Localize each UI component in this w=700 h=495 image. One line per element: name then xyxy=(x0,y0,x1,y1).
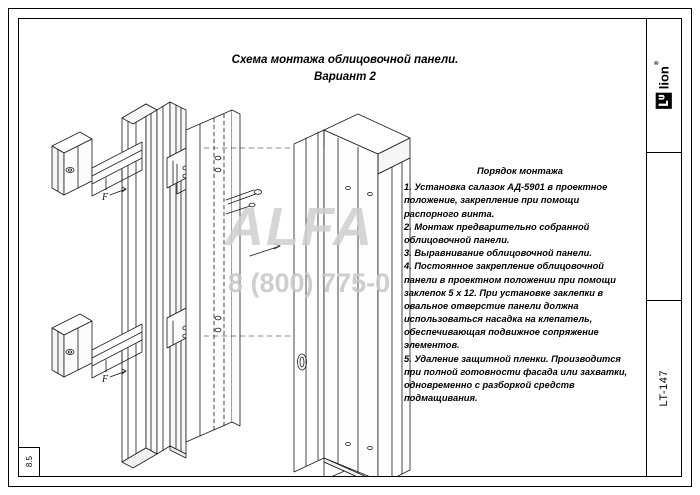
page-title-line2: Вариант 2 xyxy=(314,70,376,83)
instructions-heading: Порядок монтажа xyxy=(477,166,563,176)
instructions-item-1: 1. Установка салазок АД-5901 в проектное положение, закрепление при помощи распорного винта. xyxy=(404,182,608,219)
title-block-divider-top xyxy=(646,152,682,153)
instructions-item-5: 5. Удаление защитной пленки. Производится при полной готовности фасада или захватки, одновременно с разборкой средств подмащивания. xyxy=(404,353,628,404)
page-title-line1: Схема монтажа облицовочной панели. xyxy=(231,54,459,66)
logo-registered-mark: ® xyxy=(654,60,661,65)
lion-logo-icon xyxy=(656,92,673,109)
page-number-label xyxy=(18,447,40,477)
drawing-code-label xyxy=(646,300,682,477)
sheet-border-inner xyxy=(18,18,682,477)
instructions-item-2: 2. Монтаж предварительно собранной облицовочной панели. xyxy=(404,221,590,245)
svg-text:F: F xyxy=(102,192,109,203)
company-logo xyxy=(646,18,682,152)
watermark-phone: 8 (800) 775-0 xyxy=(228,268,391,298)
svg-text:F: F xyxy=(102,374,109,385)
drawing-code-text: LT-147 xyxy=(658,370,670,407)
instructions-item-3: 3. Выравнивание облицовочной панели. xyxy=(404,248,592,259)
page-number-text: 8.5 xyxy=(24,456,34,468)
watermark-brand: ALFA xyxy=(225,197,374,257)
instructions-item-4: 4. Постоянное закрепление облицовочной панели в проектном положении при помощи заклепок 5 х 12. При установке заклепки в овальное отверстие панели должна использоваться насадка на клепатель, обеспечивающая подвижное сопряжение элементов. xyxy=(404,261,616,351)
logo-wordmark xyxy=(654,60,672,89)
logo-word-text: lion xyxy=(656,65,672,89)
